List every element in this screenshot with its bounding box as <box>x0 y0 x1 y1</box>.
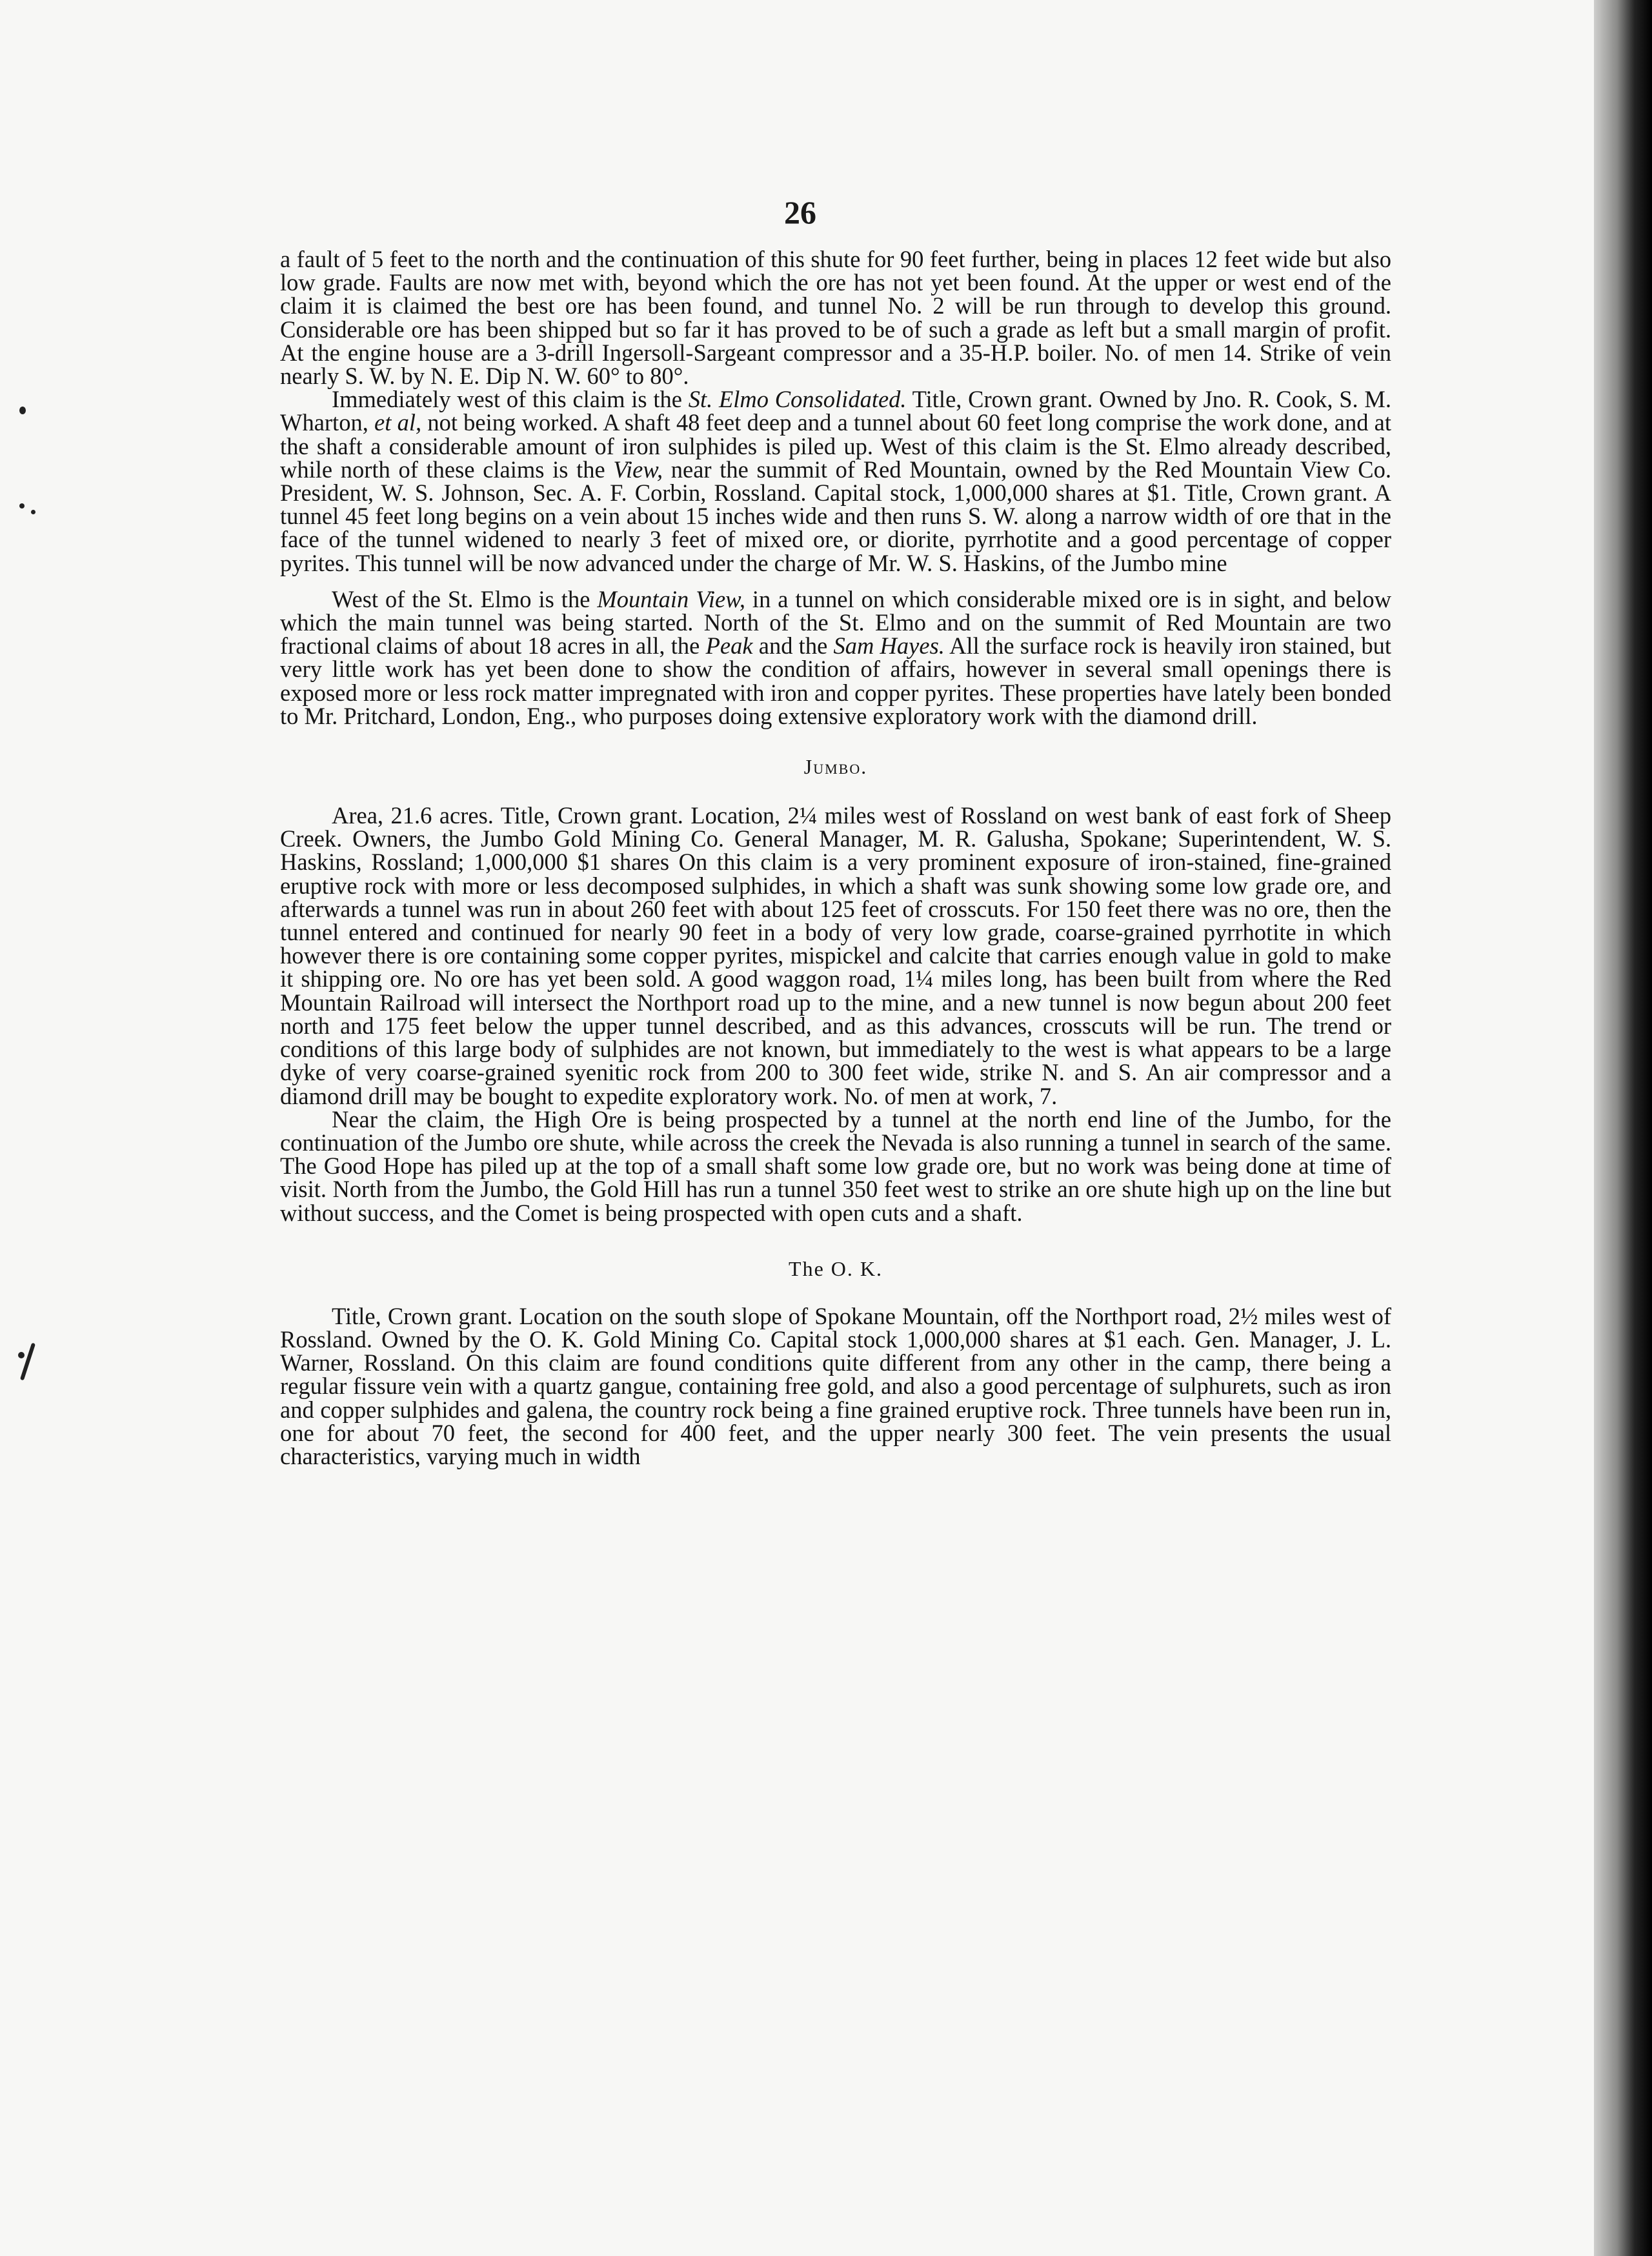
page-edge-shadow <box>1594 0 1652 2256</box>
paragraph-ok: Title, Crown grant. Location on the south slope of Spokane Mountain, off the Northport road, 2½ miles west of Rossland. Owned by the O. K. Gold Mining Co. Capital stock 1,000,000 shares at $1 each. Gen. Manager, J. L. Warner, Rossland. On this claim are found conditions quite different from any other in the camp, there being a regular fissure vein with a quartz gangue, containing free gold, and also a good percentage of sulphurets, such as iron and copper sulphides and galena, the country rock being a fine grained eruptive rock. Three tunnels have been run in, one for about 70 feet, the second for 400 feet, and the upper nearly 300 feet. The vein presents the usual characteristics, varying much in width <box>280 1302 1391 1469</box>
text-run: Title, Crown grant. Owned by Jno. R. Cook, S. M. Wharton, <box>280 386 1391 436</box>
margin-speck <box>19 407 26 414</box>
text-run: All the surface rock is heavily iron stained, but very little work has yet been done to show the condition of affairs, however in several small openings there is exposed more or less rock matter impregnated with iron and copper pyrites. These properties have lately been bonded to Mr. Pritchard, London, Eng., who purposes doing extensive exploratory work with the diamond drill. <box>280 632 1391 729</box>
claim-name: View, <box>613 456 663 483</box>
text-run: not being worked. A shaft 48 feet deep and a tunnel about 60 feet long comprise the work done, and at the shaft a considerable amount of iron sulphides is piled up. West of this claim is the St. Elmo already described, while north of these claims is the <box>280 409 1392 483</box>
latin-phrase: et al, <box>374 409 422 436</box>
margin-speck <box>19 503 25 509</box>
paragraph-nearby-claims: Near the claim, the High Ore is being prospected by a tunnel at the north end line of the Jumbo, for the continuation of the Jumbo ore shute, while across the creek the Nevada is also running a tunnel in search of the same. The Good Hope has piled up at the top of a small shaft some low grade ore, but no work was being done at time of visit. North from the Jumbo, the Gold Hill has run a tunnel 350 feet west to strike an ore shute high up on the line but without success, and the Comet is being prospected with open cuts and a shaft. <box>280 1105 1391 1226</box>
claim-name: Peak <box>705 632 753 660</box>
text-run: West of the St. Elmo is the <box>332 585 598 612</box>
text-run: in a tunnel on which considerable mixed ore is in sight, and below which the main tunnel was being started. North of the St. Elmo and on the summit of Red Mountain are two fractional claims of about 18 acres in all, the <box>280 585 1391 660</box>
paragraph: a fault of 5 feet to the north and the continuation of this shute for 90 feet further, being in places 12 feet wide but also low grade. Faults are now met with, beyond which the ore has not yet been found. At the upper or west end of the claim it is claimed the best ore has been found, and tunnel No. 2 will be run through to develop this ground. Considerable ore has been shipped but so far it has proved to be of such a grade as left but a small margin of profit. At the engine house are a 3-drill Ingersoll-Sargeant compressor and a 35-H.P. boiler. No. of men 14. Strike of vein nearly S. W. by N. E. Dip N. W. 60° to 80°. <box>280 246 1391 390</box>
text-run: and the <box>752 632 834 660</box>
paragraph-mountain-view <box>280 585 1391 729</box>
text-run: near the summit of Red Mountain, owned by the Red Mountain View Co. President, W. S. Johnson, Sec. A. F. Corbin, Rossland. Capital stock, 1,000,000 shares at $1. Title, Crown grant. A tunnel 45 feet long begins on a vein about 15 inches wide and then runs S. W. along a narrow width of ore that in the face of the tunnel widened to nearly 3 feet of mixed ore, or diorite, pyrrhotite and a good percentage of copper pyrites. This tunnel will be now advanced under the charge of Mr. W. S. Haskins, of the Jumbo mine <box>280 456 1391 576</box>
text-run: Immediately west of this claim is the <box>332 386 689 413</box>
page-number: 26 <box>784 194 816 230</box>
paragraph-jumbo: Area, 21.6 acres. Title, Crown grant. Location, 2¼ miles west of Rossland on west bank of east fork of Sheep Creek. Owners, the Jumbo Gold Mining Co. General Manager, M. R. Galusha, Spokane; Superintendent, W. S. Haskins, Rossland; 1,000,000 $1 shares On this claim is a very prominent exposure of iron-stained, fine-grained eruptive rock with more or less decomposed sulphides, in which a shaft was sunk showing some low grade ore, and afterwards a tunnel was run in about 260 feet with about 125 feet of crosscuts. For 150 feet there was no ore, then the tunnel entered and continued for nearly 90 feet in a body of very low grade, coarse-grained pyrrhotite in which however there is ore containing some copper pyrites, mispickel and calcite that carries enough value in gold to make it shipping ore. No ore has yet been sold. A good waggon road, 1¼ miles long, has been built from where the Red Mountain Railroad will intersect the Northport road up to the mine, and a new tunnel is now begun about 200 feet north and 175 feet below the upper tunnel described, and as this advances, crosscuts will be run. The trend or conditions of this large body of sulphides are not known, but immediately to the west is what appears to be a large dyke of very coarse-grained syenitic rock from 200 to 300 feet wide, strike N. and S. An air compressor and a diamond drill may be bought to expedite exploratory work. No. of men at work, 7. <box>280 802 1391 1109</box>
section-heading-ok: The O. K. <box>789 1256 883 1280</box>
margin-speck <box>18 1352 25 1358</box>
claim-name: Mountain View, <box>597 585 745 612</box>
margin-speck <box>31 510 35 514</box>
claim-name: St. Elmo Consolidated. <box>688 386 907 413</box>
body-text <box>280 248 1391 1468</box>
claim-name: Sam Hayes. <box>833 632 945 660</box>
paragraph-st-elmo-consolidated <box>280 388 1391 575</box>
section-heading-jumbo: Jumbo. <box>803 755 868 779</box>
margin-speck <box>20 1343 35 1381</box>
